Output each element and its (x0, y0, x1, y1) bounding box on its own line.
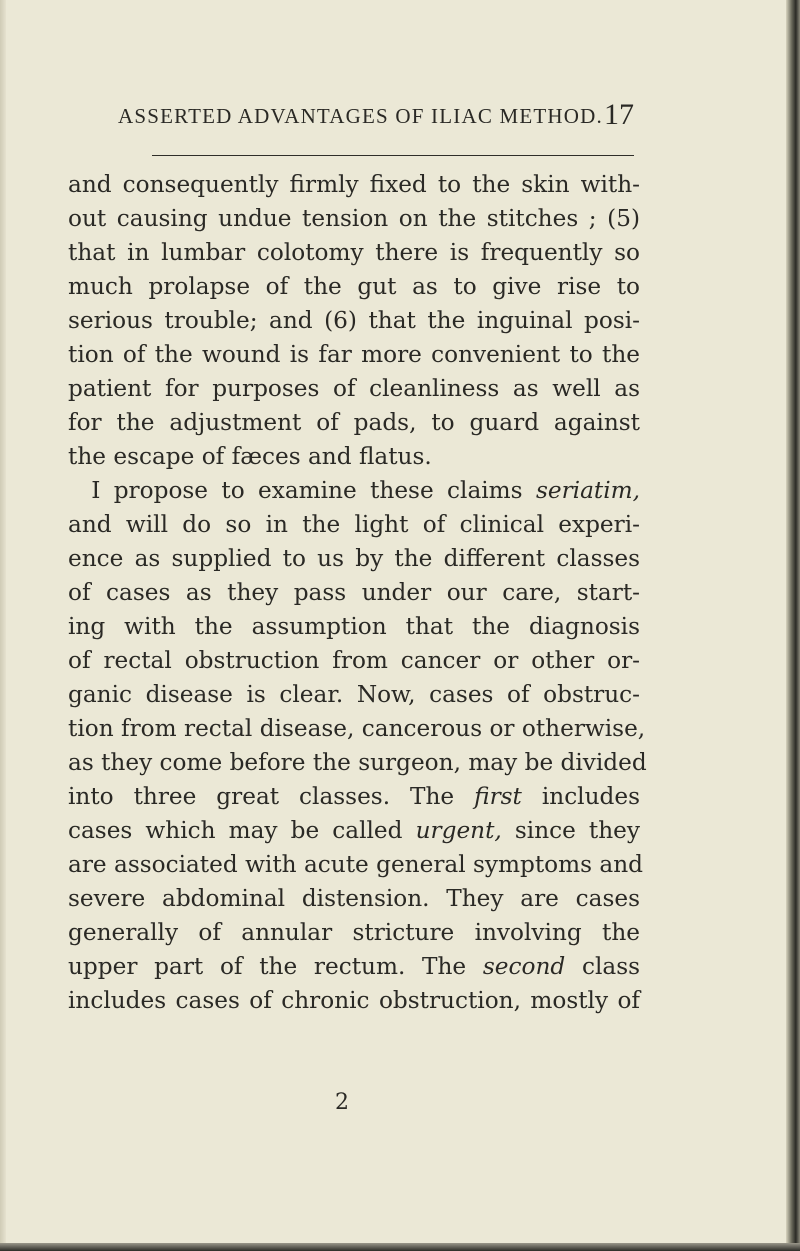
text-line: tion from rectal disease, cancerous or otherwise, (68, 715, 646, 742)
italic-term: first (474, 783, 522, 810)
text-line: generally of annular stricture involving the (68, 919, 640, 946)
italic-term: urgent, (415, 817, 502, 844)
page-left-edge (0, 0, 6, 1251)
running-head-title: ASSERTED ADVANTAGES OF ILIAC METHOD. (118, 104, 603, 128)
text-line: and will do so in the light of clinical experi- (68, 511, 640, 538)
text-line: that in lumbar colotomy there is frequently so (68, 239, 640, 266)
running-head (118, 98, 638, 131)
text-segment: cases which may be called (68, 817, 403, 844)
signature-mark: 2 (335, 1090, 349, 1115)
text-line: ence as supplied to us by the different classes (68, 545, 640, 572)
text-line: severe abdominal distension. They are cases (68, 885, 640, 912)
text-line (68, 814, 640, 848)
text-segment: class (581, 953, 641, 980)
text-line: serious trouble; and (6) that the inguinal posi- (68, 307, 640, 334)
header-rule (152, 155, 634, 156)
text-segment: includes (541, 783, 640, 810)
text-line (68, 780, 640, 814)
page-bottom-edge (0, 1243, 800, 1251)
text-line (68, 950, 640, 984)
italic-term: seriatim, (535, 477, 640, 504)
body-text (68, 168, 647, 1018)
italic-term: second (482, 953, 566, 980)
text-line: and consequently firmly fixed to the skin with- (68, 171, 640, 198)
text-line: out causing undue tension on the stitches ; (5) (68, 205, 640, 232)
text-line: are associated with acute general symptoms and (68, 851, 643, 878)
text-line: the escape of fæces and flatus. (68, 443, 432, 470)
page-number: 17 (604, 98, 634, 131)
text-line: ganic disease is clear. Now, cases of obstruc- (68, 681, 640, 708)
text-segment: upper part of the rectum. The (68, 953, 467, 980)
text-line: for the adjustment of pads, to guard against (68, 409, 640, 436)
text-line: ing with the assumption that the diagnosis (68, 613, 640, 640)
text-line: of rectal obstruction from cancer or other or- (68, 647, 640, 674)
book-binding-edge (786, 0, 800, 1251)
text-line: tion of the wound is far more convenient to the (68, 341, 640, 368)
text-line: includes cases of chronic obstruction, mostly of (68, 987, 640, 1014)
text-segment: I propose to examine these claims (91, 477, 523, 504)
text-line: as they come before the surgeon, may be divided (68, 749, 647, 776)
text-line: much prolapse of the gut as to give rise to (68, 273, 640, 300)
text-line: of cases as they pass under our care, start- (68, 579, 640, 606)
text-line: patient for purposes of cleanliness as well as (68, 375, 640, 402)
text-segment: into three great classes. The (68, 783, 455, 810)
text-line (68, 474, 640, 508)
text-segment: since they (514, 817, 641, 844)
